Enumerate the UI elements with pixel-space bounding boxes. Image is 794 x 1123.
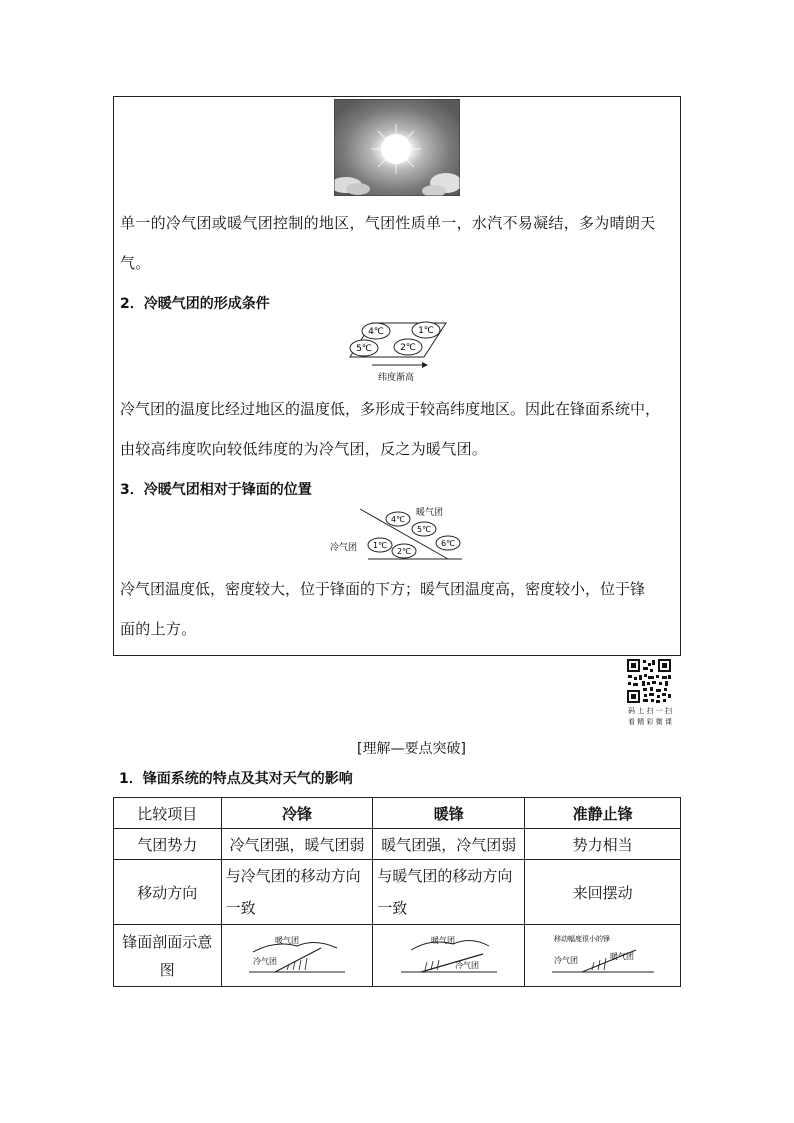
paragraph-2-line1: 冷气团的温度比经过地区的温度低，多形成于较高纬度地区。因此在锋面系统中，	[120, 400, 661, 418]
subheading: 1．锋面系统的特点及其对天气的影响	[119, 771, 353, 787]
sunny-sky-photo	[334, 99, 460, 196]
front-position-diagram	[330, 507, 466, 565]
diagram-label: 移动幅度很小的锋	[553, 934, 610, 943]
diagram-label: 暖气团	[609, 951, 634, 961]
diagram-label: 冷气团	[252, 956, 277, 966]
paragraph-3-line2: 面的上方。	[120, 620, 197, 638]
diagram-label: 暖气团	[274, 935, 299, 945]
heading-position: 3．冷暖气团相对于锋面的位置	[120, 482, 312, 498]
table-cell: 与暖气团的移动方向一致	[373, 860, 525, 925]
table-header: 冷锋	[221, 798, 373, 829]
cold-mass-label: 冷气团	[330, 543, 358, 553]
table-cell: 气团势力	[114, 829, 222, 860]
section-title: [理解—要点突破]	[357, 741, 466, 757]
temp-label: 4℃	[368, 327, 384, 337]
front-comparison-table	[113, 797, 681, 987]
warm-front-diagram-cell	[373, 925, 525, 987]
paragraph-3-line1: 冷气团温度低，密度较大，位于锋面的下方；暖气团温度高，密度较小，位于锋	[120, 580, 646, 598]
heading-formation: 2．冷暖气团的形成条件	[120, 296, 270, 312]
diagram-label: 暖气团	[430, 935, 455, 945]
table-cell: 冷气团强，暖气团弱	[221, 829, 373, 860]
stationary-front-diagram-cell	[525, 925, 681, 987]
table-cell: 势力相当	[525, 829, 681, 860]
qr-caption-line1: 码 上 扫 一 扫	[628, 707, 672, 715]
formation-diagram	[342, 319, 452, 387]
table-row	[114, 860, 681, 925]
warm-front-diagram	[397, 932, 501, 976]
temp-label: 1℃	[372, 541, 388, 550]
temp-label: 6℃	[440, 539, 456, 548]
table-cell: 与冷气团的移动方向一致	[221, 860, 373, 925]
temp-label: 5℃	[416, 525, 432, 534]
warm-mass-label: 暖气团	[416, 508, 444, 518]
temp-label: 1℃	[418, 326, 434, 336]
table-row	[114, 925, 681, 987]
table-cell: 锋面剖面示意图	[114, 925, 222, 987]
temp-label: 2℃	[396, 547, 412, 556]
table-header: 比较项目	[114, 798, 222, 829]
qr-caption-line2: 看 精 彩 微 课	[628, 718, 672, 726]
qr-code-icon[interactable]	[626, 658, 672, 704]
table-header-row	[114, 798, 681, 829]
qr-caption	[626, 706, 674, 728]
table-row	[114, 829, 681, 860]
table-header: 暖锋	[373, 798, 525, 829]
diagram-label: 冷气团	[454, 960, 479, 970]
cold-front-diagram-cell	[221, 925, 373, 987]
temp-label: 4℃	[390, 515, 406, 524]
temp-label: 2℃	[400, 343, 416, 353]
table-cell: 暖气团强，冷气团弱	[373, 829, 525, 860]
diagram-label: 冷气团	[553, 955, 578, 965]
temp-label: 5℃	[356, 344, 372, 354]
axis-label: 纬度渐高	[377, 373, 415, 383]
paragraph-2-line2: 由较高纬度吹向较低纬度的为冷气团，反之为暖气团。	[120, 440, 488, 458]
cold-front-diagram	[245, 932, 349, 976]
stationary-front-diagram	[548, 932, 658, 976]
table-header: 准静止锋	[525, 798, 681, 829]
paragraph-1: 单一的冷气团或暖气团控制的地区，气团性质单一，水汽不易凝结，多为晴朗天	[120, 214, 656, 232]
concept-box	[113, 96, 681, 656]
paragraph-1-continued: 气。	[120, 254, 151, 272]
table-cell: 移动方向	[114, 860, 222, 925]
table-cell: 来回摆动	[525, 860, 681, 925]
